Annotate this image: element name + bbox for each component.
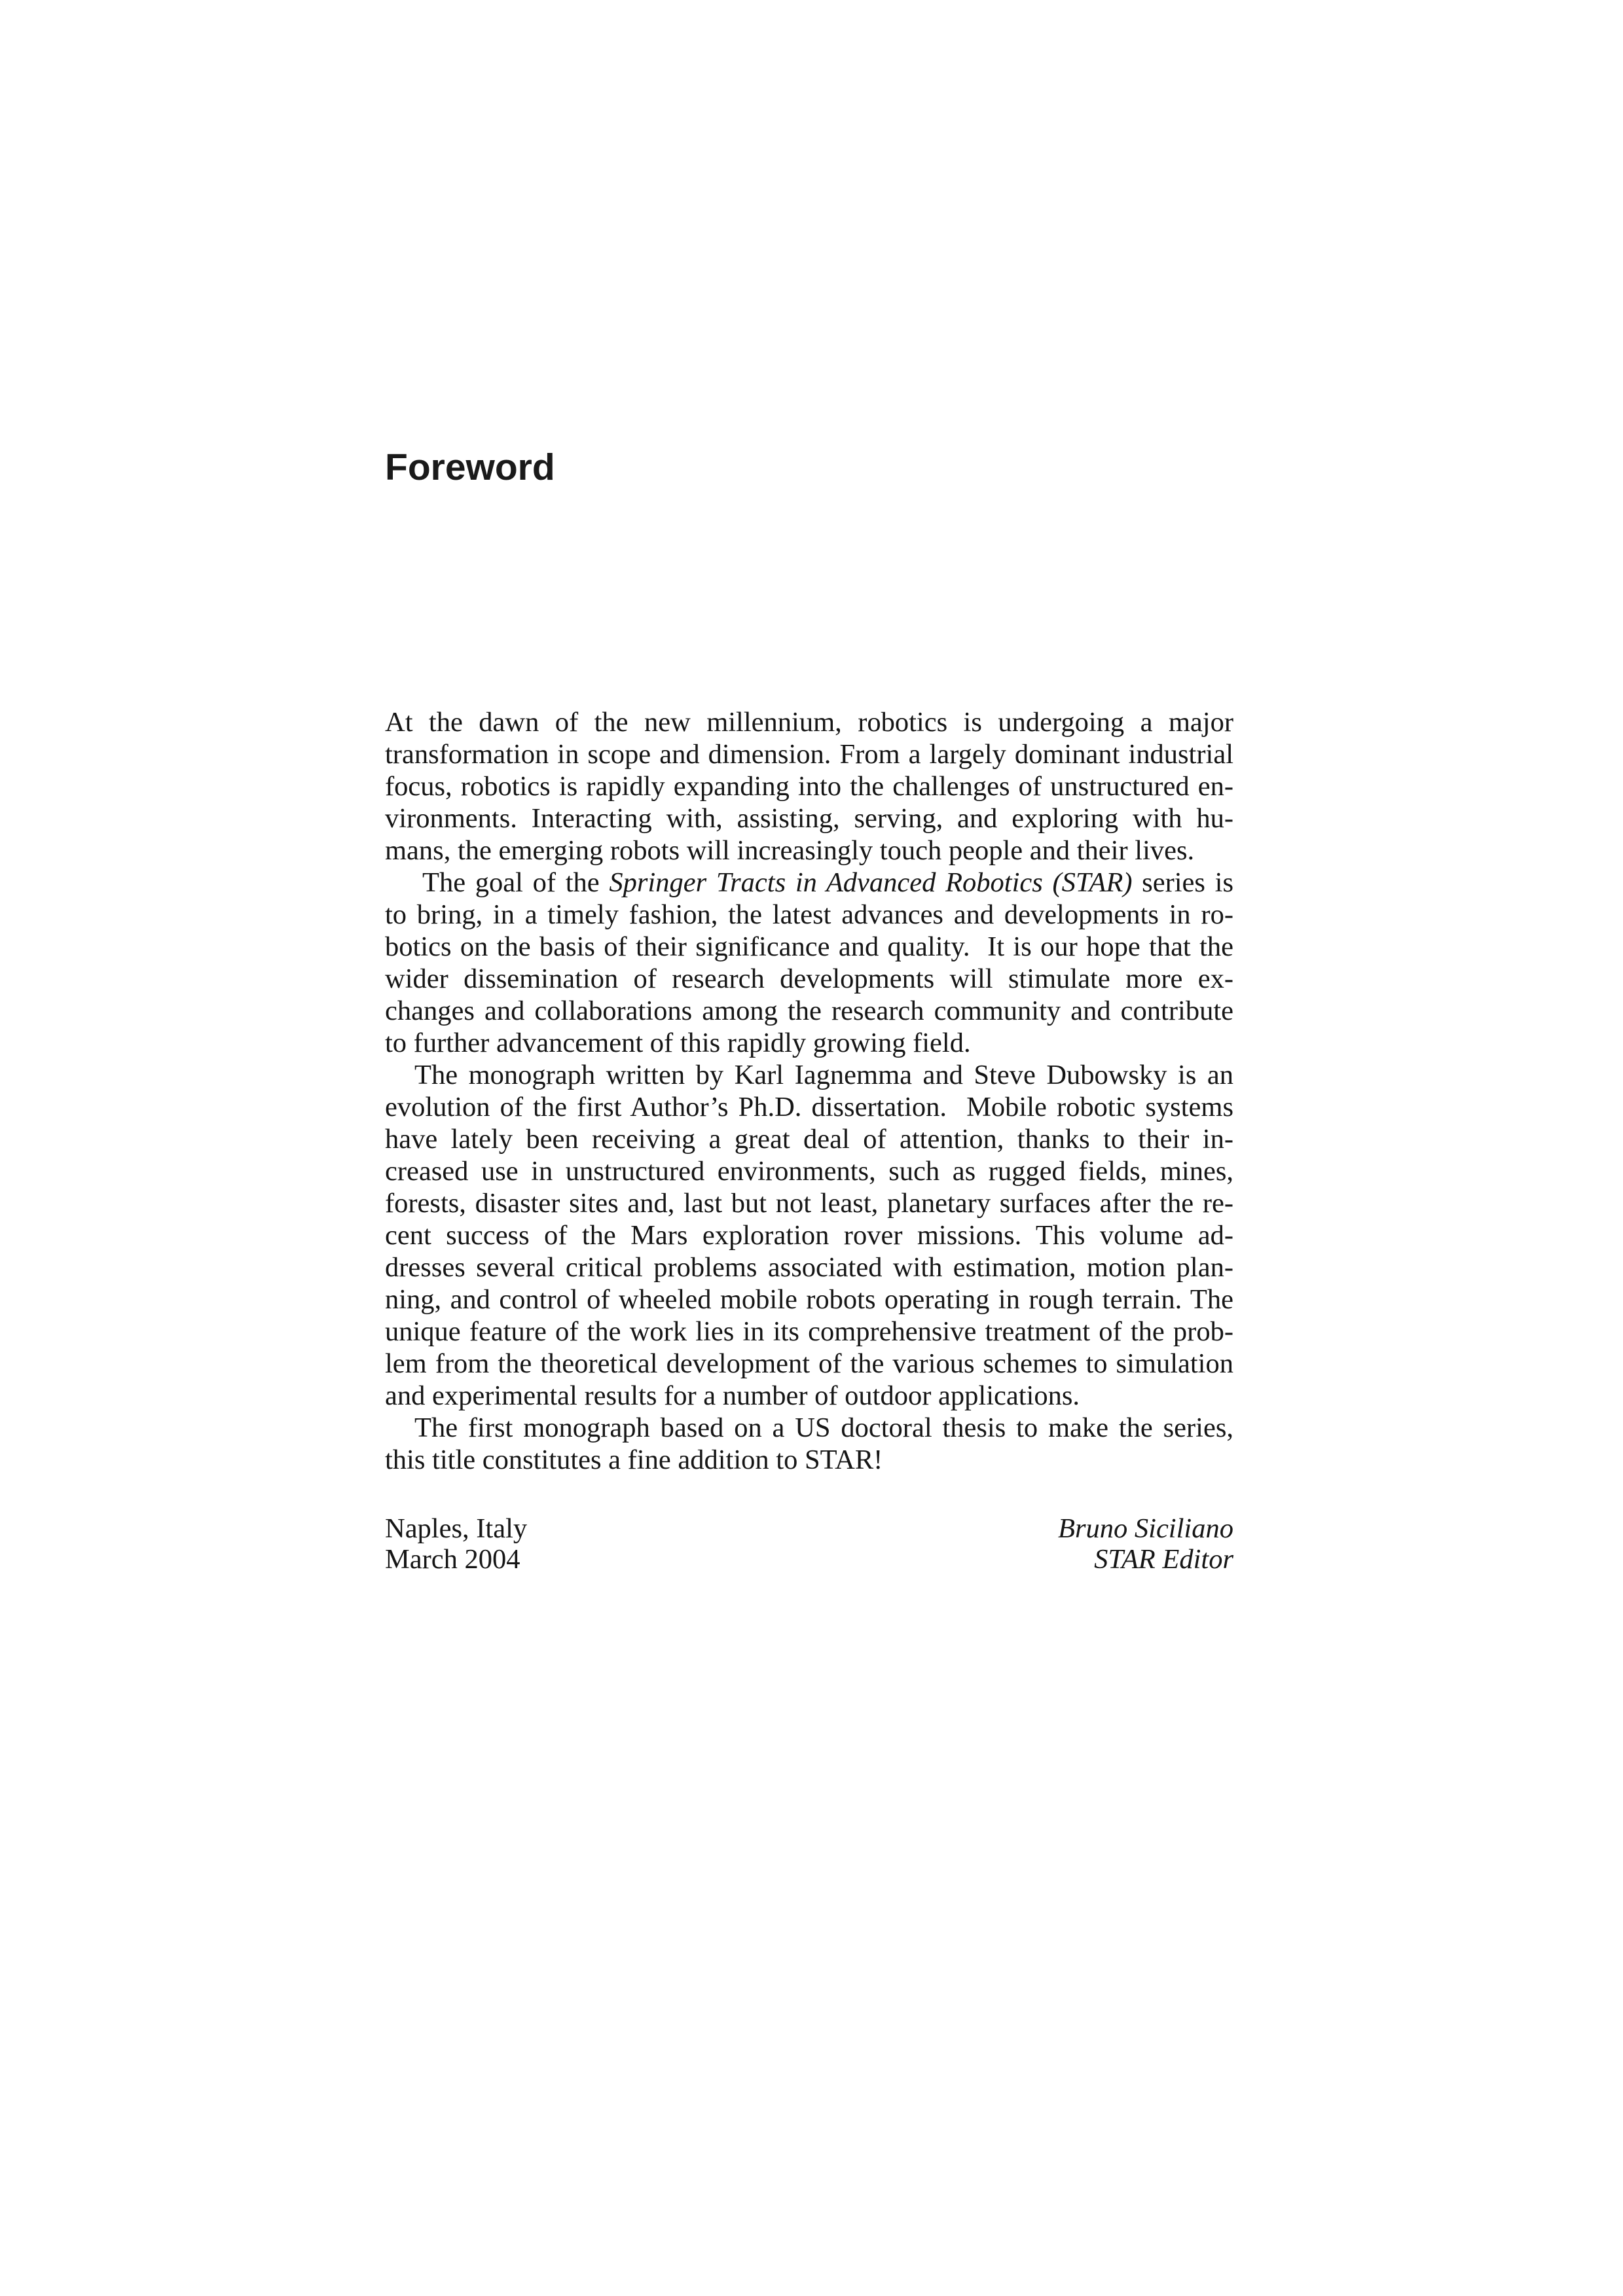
foreword-body (385, 706, 1233, 1476)
page-title: Foreword (385, 446, 555, 488)
text-segment: this title constitutes a fine addition to STAR! (385, 1444, 883, 1475)
text-line (385, 995, 1233, 1027)
text-line (385, 706, 1233, 738)
text-segment: have lately been receiving a great deal of attention, thanks to their in- (385, 1124, 1233, 1155)
text-segment: ning, and control of wheeled mobile robots operating in rough terrain. The (385, 1284, 1233, 1315)
text-segment: focus, robotics is rapidly expanding into the challenges of unstructured en- (385, 771, 1233, 802)
text-segment: vironments. Interacting with, assisting, serving, and exploring with hu- (385, 803, 1233, 834)
text-line (385, 1316, 1233, 1348)
text-segment: mans, the emerging robots will increasingly touch people and their lives. (385, 835, 1195, 866)
text-line (385, 899, 1233, 931)
text-line (385, 1123, 1233, 1155)
signoff-row (385, 1544, 1233, 1575)
text-line (385, 1283, 1233, 1316)
signoff-row (385, 1513, 1233, 1544)
paragraph (385, 867, 1233, 1059)
text-segment: cent success of the Mars exploration rover missions. This volume ad- (385, 1220, 1233, 1251)
text-segment: series is (1132, 867, 1234, 898)
italic-text: Springer Tracts in Advanced Robotics (STAR) (609, 867, 1133, 898)
text-segment: transformation in scope and dimension. From a largely dominant industrial (385, 739, 1233, 770)
text-line (385, 1059, 1233, 1091)
text-segment: creased use in unstructured environments, such as rugged fields, mines, (385, 1156, 1233, 1187)
text-line (385, 1155, 1233, 1187)
text-line (385, 1187, 1233, 1219)
text-segment: The goal of the (422, 867, 610, 898)
signoff-author: Bruno Siciliano (1058, 1513, 1233, 1544)
paragraph (385, 706, 1233, 867)
text-segment: and experimental results for a number of outdoor applications. (385, 1380, 1080, 1411)
text-line (385, 802, 1233, 834)
text-line (385, 770, 1233, 802)
text-line (385, 1444, 1233, 1476)
text-line (385, 1412, 1233, 1444)
text-segment: to bring, in a timely fashion, the latest advances and developments in ro- (385, 899, 1233, 930)
text-segment: wider dissemination of research developments will stimulate more ex- (385, 963, 1233, 994)
text-segment: unique feature of the work lies in its comprehensive treatment of the prob- (385, 1316, 1233, 1347)
text-line (385, 1219, 1233, 1251)
text-segment: evolution of the first Author’s Ph.D. dissertation. Mobile robotic systems (385, 1092, 1233, 1122)
paragraph (385, 1412, 1233, 1476)
signoff-date: March 2004 (385, 1544, 520, 1575)
text-line (385, 1380, 1233, 1412)
text-line (385, 931, 1233, 963)
signoff-place: Naples, Italy (385, 1513, 528, 1544)
text-line (385, 834, 1233, 867)
text-segment: to further advancement of this rapidly growing field. (385, 1028, 971, 1058)
signoff-role: STAR Editor (1094, 1544, 1233, 1575)
text-line (385, 1027, 1233, 1059)
text-segment: forests, disaster sites and, last but not least, planetary surfaces after the re- (385, 1188, 1233, 1219)
text-segment: botics on the basis of their significance and quality. It is our hope that the (385, 931, 1233, 962)
text-segment: changes and collaborations among the research community and contribute (385, 996, 1233, 1026)
text-line (385, 1091, 1233, 1123)
text-line (385, 1348, 1233, 1380)
text-line (385, 738, 1233, 770)
text-line (385, 867, 1233, 899)
text-segment: At the dawn of the new millennium, robotics is undergoing a major (385, 707, 1233, 738)
text-segment: dresses several critical problems associated with estimation, motion plan- (385, 1252, 1233, 1283)
text-segment: lem from the theoretical development of the various schemes to simulation (385, 1348, 1233, 1379)
text-segment: The monograph written by Karl Iagnemma and Steve Dubowsky is an (414, 1060, 1233, 1090)
signoff-block (385, 1513, 1233, 1575)
text-segment: The first monograph based on a US doctoral thesis to make the series, (414, 1412, 1233, 1443)
paragraph (385, 1059, 1233, 1412)
text-line (385, 963, 1233, 995)
text-line (385, 1251, 1233, 1283)
